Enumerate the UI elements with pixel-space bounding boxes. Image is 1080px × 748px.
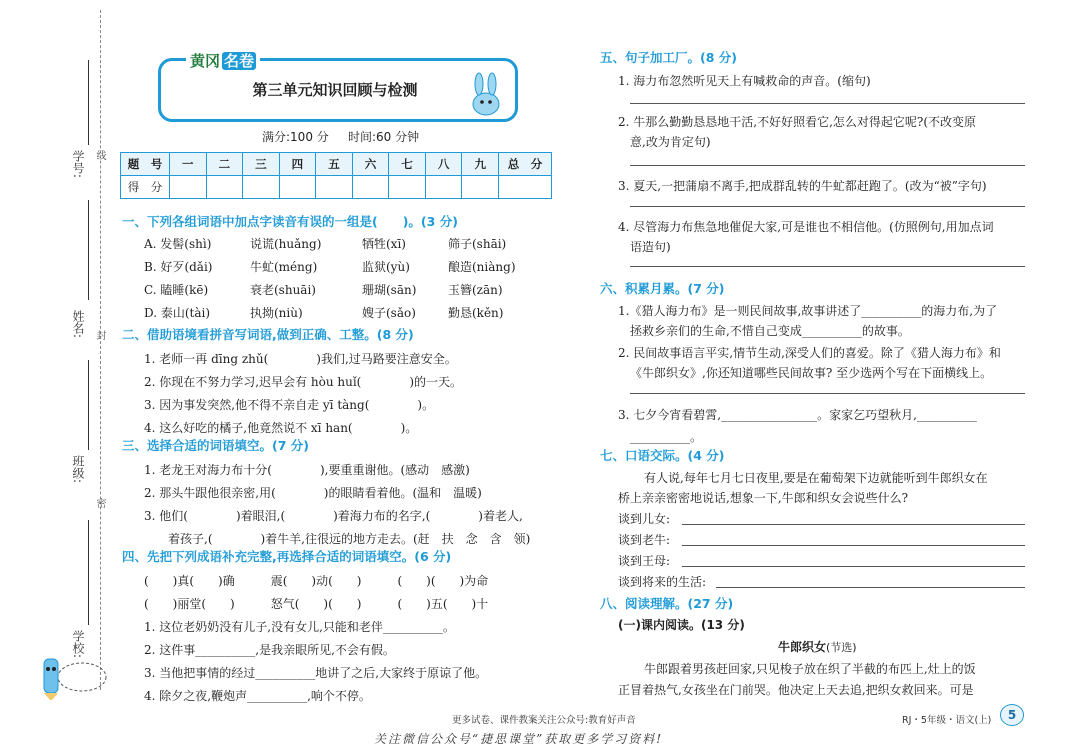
score-header-cell: 九 bbox=[462, 153, 499, 176]
name-line bbox=[88, 200, 89, 300]
talk-ox-line[interactable] bbox=[682, 545, 1025, 546]
section-4-q3: 3. 当他把事情的经过__________地讲了之后,大家终于原谅了他。 bbox=[144, 666, 488, 680]
meta-time: 时间:60 分钟 bbox=[348, 130, 420, 144]
section-3-q3: 3. 他们( )着眼泪,( )着海力布的名字,( )着老人, bbox=[144, 509, 523, 523]
score-row-label: 得 分 bbox=[121, 176, 170, 199]
score-header-cell: 六 bbox=[352, 153, 389, 176]
school-label: 学校: bbox=[71, 630, 85, 659]
class-label: 班级: bbox=[71, 455, 85, 484]
section-4-q4: 4. 除夕之夜,鞭炮声__________,响个不停。 bbox=[144, 689, 371, 703]
score-table-header-row bbox=[121, 153, 552, 176]
section-8-sub: (一)课内阅读。(13 分) bbox=[618, 618, 745, 632]
section-7-prompt-cont: 桥上亲亲密密地说话,想象一下,牛郎和织女会说些什么? bbox=[618, 491, 909, 505]
section-7-title: 七、口语交际。(4 分) bbox=[600, 448, 725, 463]
rabbit-mascot-icon bbox=[462, 72, 512, 122]
seal-char-feng: 封 bbox=[94, 330, 105, 340]
section-4-idioms-row1: ( )真( )确 震( )动( ) ( )( )为命 bbox=[144, 574, 489, 588]
answer-line[interactable] bbox=[630, 266, 1025, 267]
score-header-cell: 一 bbox=[170, 153, 207, 176]
section-7-prompt: 有人说,每年七月七日夜里,要是在葡萄架下边就能听到牛郎织女在 bbox=[644, 471, 988, 485]
binding-dashed-line bbox=[100, 10, 101, 690]
option-b-word1: B. 好歹(dǎi) bbox=[144, 260, 213, 274]
seal-char-mi: 密 bbox=[94, 498, 105, 508]
score-header-cell: 总 分 bbox=[499, 153, 552, 176]
score-header-cell: 八 bbox=[425, 153, 462, 176]
section-5-q2: 2. 牛那么勤勤恳恳地干活,不好好照看它,怎么对得起它呢?(不改变原 bbox=[618, 115, 977, 129]
score-header-cell: 七 bbox=[389, 153, 426, 176]
option-c-word3: 珊瑚(sān) bbox=[362, 283, 417, 297]
score-header-cell: 四 bbox=[279, 153, 316, 176]
option-d-word3: 嫂子(sǎo) bbox=[362, 306, 416, 320]
mascot-pencil-icon bbox=[30, 645, 110, 700]
score-cell[interactable] bbox=[425, 176, 462, 199]
option-a-word4: 筛子(shāi) bbox=[448, 237, 507, 251]
option-a-word1: A. 发髻(shì) bbox=[144, 237, 212, 251]
answer-line[interactable] bbox=[630, 165, 1025, 166]
option-d-word2: 执拗(niù) bbox=[250, 306, 303, 320]
passage-line: 牛郎跟着男孩赶回家,只见梭子放在织了半截的布匹上,灶上的饭 bbox=[644, 662, 976, 676]
section-5-q1: 1. 海力布忽然听见天上有喊救命的声音。(缩句) bbox=[618, 74, 871, 88]
answer-line[interactable] bbox=[630, 103, 1025, 104]
talk-queen-mother-label: 谈到王母: bbox=[618, 554, 671, 568]
passage-note: (节选) bbox=[826, 641, 857, 654]
section-6-title: 六、积累月累。(7 分) bbox=[600, 281, 725, 296]
score-cell[interactable] bbox=[462, 176, 499, 199]
score-cell[interactable] bbox=[352, 176, 389, 199]
passage-title bbox=[778, 638, 857, 655]
score-header-cell: 三 bbox=[243, 153, 280, 176]
talk-future-label: 谈到将来的生活: bbox=[618, 575, 707, 589]
score-cell[interactable] bbox=[243, 176, 280, 199]
score-header-cell: 二 bbox=[206, 153, 243, 176]
footer-note: 更多试卷、课件教案关注公众号:教育好声音 bbox=[452, 715, 636, 726]
option-c-word2: 衰老(shuāi) bbox=[250, 283, 316, 297]
score-cell[interactable] bbox=[170, 176, 207, 199]
section-5-q2-cont: 意,改为肯定句) bbox=[630, 135, 711, 149]
score-header-cell: 题 号 bbox=[121, 153, 170, 176]
name-label: 姓名: bbox=[71, 310, 85, 339]
section-3-q2: 2. 那头牛跟他很亲密,用( )的眼睛看着他。(温和 温暖) bbox=[144, 486, 482, 500]
section-6-q1: 1.《猎人海力布》是一则民间故事,故事讲述了__________的海力布,为了 bbox=[618, 304, 998, 318]
section-5-q4-cont: 语造句) bbox=[630, 240, 671, 254]
footer-series: RJ・5年级・语文(上) bbox=[902, 715, 992, 726]
option-d-word4: 勤恳(kěn) bbox=[448, 306, 504, 320]
passage-line: 正冒着热气,女孩坐在门前哭。他决定上天去追,把织女救回来。可是 bbox=[618, 683, 974, 697]
brand-logo-part2: 名卷 bbox=[224, 52, 255, 70]
section-4-idioms-row2: ( )丽堂( ) 怒气( )( ) ( )五( )十 bbox=[144, 597, 489, 611]
section-3-title: 三、选择合适的词语填空。(7 分) bbox=[122, 438, 309, 453]
section-4-q1: 1. 这位老奶奶没有儿子,没有女儿,只能和老伴__________。 bbox=[144, 620, 455, 634]
talk-future-line[interactable] bbox=[716, 587, 1025, 588]
score-table bbox=[120, 152, 552, 199]
section-6-q2-cont: 《牛郎织女》,你还知道哪些民间故事? 至少选两个写在下面横线上。 bbox=[630, 366, 993, 380]
section-2-q1: 1. 老师一再 dīng zhǔ( )我们,过马路要注意安全。 bbox=[144, 352, 457, 366]
handwritten-footer: 关注微信公众号“捷思课堂”获取更多学习资料! bbox=[374, 732, 664, 746]
answer-line[interactable] bbox=[630, 393, 1025, 394]
section-2-q2: 2. 你现在不努力学习,迟早会有 hòu huǐ( )的一天。 bbox=[144, 375, 463, 389]
option-c-word4: 玉簪(zān) bbox=[448, 283, 503, 297]
score-cell[interactable] bbox=[389, 176, 426, 199]
section-5-q4: 4. 尽管海力布焦急地催促大家,可是谁也不相信他。(仿照例句,用加点词 bbox=[618, 220, 994, 234]
talk-children-line[interactable] bbox=[682, 524, 1025, 525]
brand-logo bbox=[186, 50, 260, 71]
section-2-q4: 4. 这么好吃的橘子,他竟然说不 xī han( )。 bbox=[144, 421, 418, 435]
section-6-q3: 3. 七夕今宵看碧霄,________________。家家乞巧望秋月,__________ bbox=[618, 408, 977, 422]
score-table-score-row bbox=[121, 176, 552, 199]
talk-queen-mother-line[interactable] bbox=[682, 566, 1025, 567]
student-number-line bbox=[88, 60, 89, 145]
section-1-title: 一、下列各组词语中加点字读音有误的一组是( )。(3 分) bbox=[122, 214, 458, 229]
talk-children-label: 谈到儿女: bbox=[618, 512, 671, 526]
answer-line[interactable] bbox=[630, 206, 1025, 207]
option-b-word2: 牛虻(méng) bbox=[250, 260, 318, 274]
page-number: 5 bbox=[1000, 704, 1024, 726]
section-4-title: 四、先把下列成语补充完整,再选择合适的词语填空。(6 分) bbox=[122, 549, 452, 564]
section-8-title: 八、阅读理解。(27 分) bbox=[600, 596, 734, 611]
score-cell[interactable] bbox=[279, 176, 316, 199]
score-cell[interactable] bbox=[316, 176, 353, 199]
section-3-q1: 1. 老龙王对海力布十分( ),要重重谢他。(感动 感激) bbox=[144, 463, 470, 477]
passage-title-text: 牛郎织女 bbox=[778, 640, 827, 654]
school-line bbox=[88, 520, 89, 625]
section-6-q2: 2. 民间故事语言平实,情节生动,深受人们的喜爱。除了《猎人海力布》和 bbox=[618, 346, 1001, 360]
score-header-cell: 五 bbox=[316, 153, 353, 176]
section-6-q3-cont: __________。 bbox=[630, 430, 703, 444]
section-3-q3-cont: 着孩子,( )着牛羊,往很远的地方走去。(赶 扶 念 含 领) bbox=[144, 532, 531, 546]
section-2-q3: 3. 因为事发突然,他不得不亲自走 yī tàng( )。 bbox=[144, 398, 435, 412]
student-number-label: 学号: bbox=[71, 150, 85, 179]
section-2-title: 二、借助语境看拼音写词语,做到正确、工整。(8 分) bbox=[122, 327, 414, 342]
class-line bbox=[88, 360, 89, 450]
talk-ox-label: 谈到老牛: bbox=[618, 533, 671, 547]
option-d-word1: D. 泰山(tài) bbox=[144, 306, 211, 320]
option-b-word4: 酿造(niàng) bbox=[448, 260, 516, 274]
option-b-word3: 监狱(yù) bbox=[362, 260, 410, 274]
option-a-word2: 说谎(huǎng) bbox=[250, 237, 322, 251]
section-5-title: 五、句子加工厂。(8 分) bbox=[600, 50, 737, 65]
page-title: 第三单元知识回顾与检测 bbox=[252, 81, 418, 99]
score-cell[interactable] bbox=[206, 176, 243, 199]
meta-full-score: 满分:100 分 bbox=[262, 130, 329, 144]
brand-logo-part1: 黄冈 bbox=[190, 52, 221, 70]
section-4-q2: 2. 这件事__________,是我亲眼所见,不会有假。 bbox=[144, 643, 395, 657]
section-6-q1-cont: 拯救乡亲们的生命,不惜自己变成__________的故事。 bbox=[630, 324, 910, 338]
option-c-word1: C. 瞌睡(kē) bbox=[144, 283, 209, 297]
option-a-word3: 牺牲(xī) bbox=[362, 237, 406, 251]
seal-char-xian: 线 bbox=[94, 150, 105, 160]
score-cell[interactable] bbox=[499, 176, 552, 199]
section-5-q3: 3. 夏天,一把蒲扇不离手,把成群乱转的牛虻都赶跑了。(改为“被”字句) bbox=[618, 179, 987, 193]
